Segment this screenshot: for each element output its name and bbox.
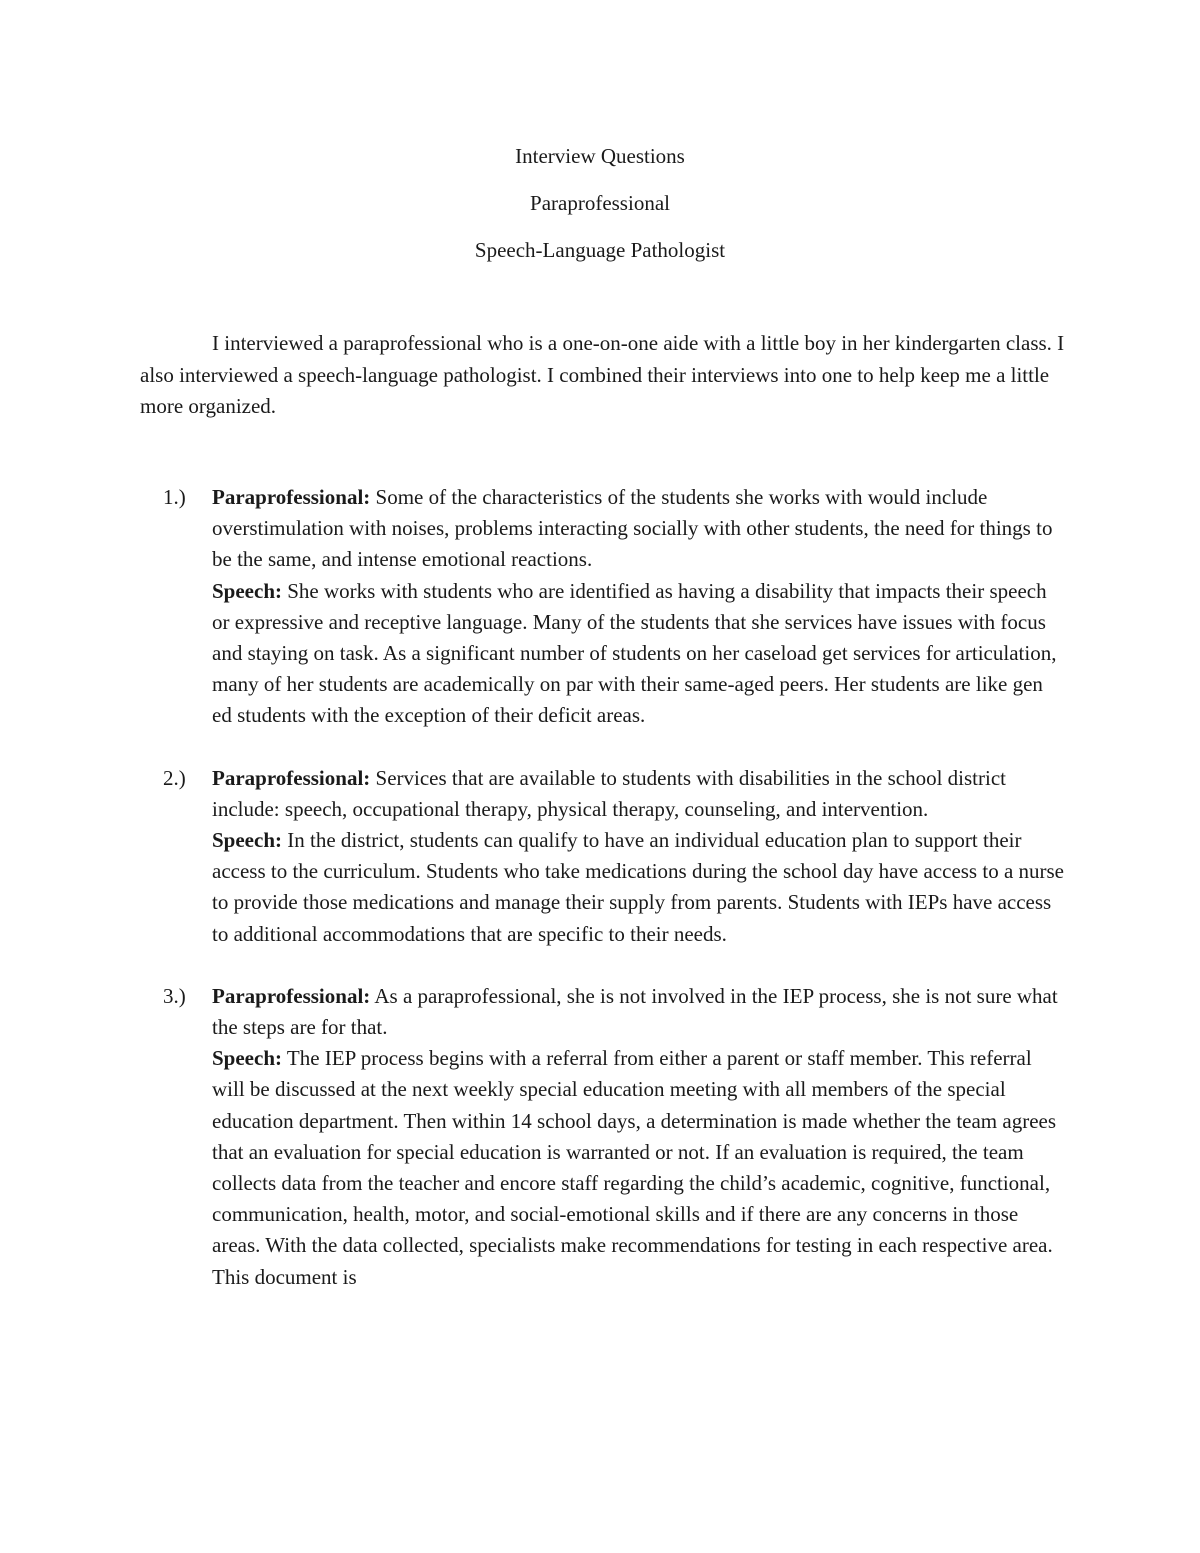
document-subtitle-paraprofessional: Paraprofessional (530, 191, 670, 215)
speech-text: The IEP process begins with a referral from either a parent or staff member. This referral will be discussed at the next weekly special education meeting with all members of the special education department. Then within 14 school days, a determination is made whether the team agrees that an evaluation for special education is warranted or not. If an evaluation is required, the team collects data from the teacher and encore staff regarding the child’s academic, cognitive, functional, communication, health, motor, and social-emotional skills and if there are any concerns in those areas. With the data collected, specialists make recommendations for testing in each respective area. This document is (212, 1046, 1057, 1289)
paraprofessional-label: Paraprofessional: (212, 983, 371, 1008)
speech-label: Speech: (212, 578, 282, 603)
question-list (0, 482, 1200, 1324)
question-body (212, 482, 1067, 732)
speech-answer (212, 1043, 1067, 1293)
question-item-2 (0, 763, 1200, 950)
question-body (212, 763, 1067, 950)
question-item-1 (0, 482, 1200, 732)
question-number: 2.) (163, 765, 186, 790)
speech-answer (212, 825, 1067, 950)
intro-paragraph: I interviewed a paraprofessional who is a one-on-one aide with a little boy in her kindergarten class. I also interviewed a speech-language pathologist. I combined their interviews into one to help keep me a little more organized. (140, 331, 1065, 418)
question-number: 1.) (163, 485, 186, 509)
speech-label: Speech: (212, 1046, 282, 1071)
paraprofessional-answer (212, 763, 1067, 825)
paraprofessional-answer (212, 482, 1067, 576)
question-item-3 (0, 981, 1200, 1293)
paraprofessional-text: Services that are available to students with disabilities in the school district include: speech, occupational therapy, physical therapy, counseling, and intervention. (212, 765, 1006, 821)
speech-text: She works with students who are identified as having a disability that impacts their speech or expressive and receptive language. Many of the students that she services have issues with focus and staying on task. As a significant number of students on her caseload get services for articulation, many of her students are academically on par with their same-aged peers. Her students are like gen ed students with the exception of their deficit areas. (212, 578, 1057, 728)
document-subtitle-slp: Speech-Language Pathologist (474, 238, 726, 262)
speech-label: Speech: (212, 828, 282, 853)
paraprofessional-text: Some of the characteristics of the students she works with would include overstimulation with noises, problems interacting socially with other students, the need for things to be the same, and intense emotional reactions. (212, 485, 1053, 572)
speech-text: In the district, students can qualify to have an individual education plan to support their access to the curriculum. Students who take medications during the school day have access to a nurse to provide those medications and manage their supply from parents. Students with IEPs have access to additional accommodations that are specific to their needs. (212, 828, 1064, 946)
question-body (212, 981, 1067, 1293)
speech-answer (212, 576, 1067, 732)
question-number: 3.) (163, 983, 186, 1008)
paraprofessional-text: As a paraprofessional, she is not involved in the IEP process, she is not sure what the steps are for that. (212, 983, 1058, 1040)
paraprofessional-label: Paraprofessional: (212, 765, 371, 790)
paraprofessional-answer (212, 981, 1067, 1043)
document-title: Interview Questions (515, 144, 685, 168)
paraprofessional-label: Paraprofessional: (212, 485, 371, 509)
title-block (0, 140, 1200, 281)
